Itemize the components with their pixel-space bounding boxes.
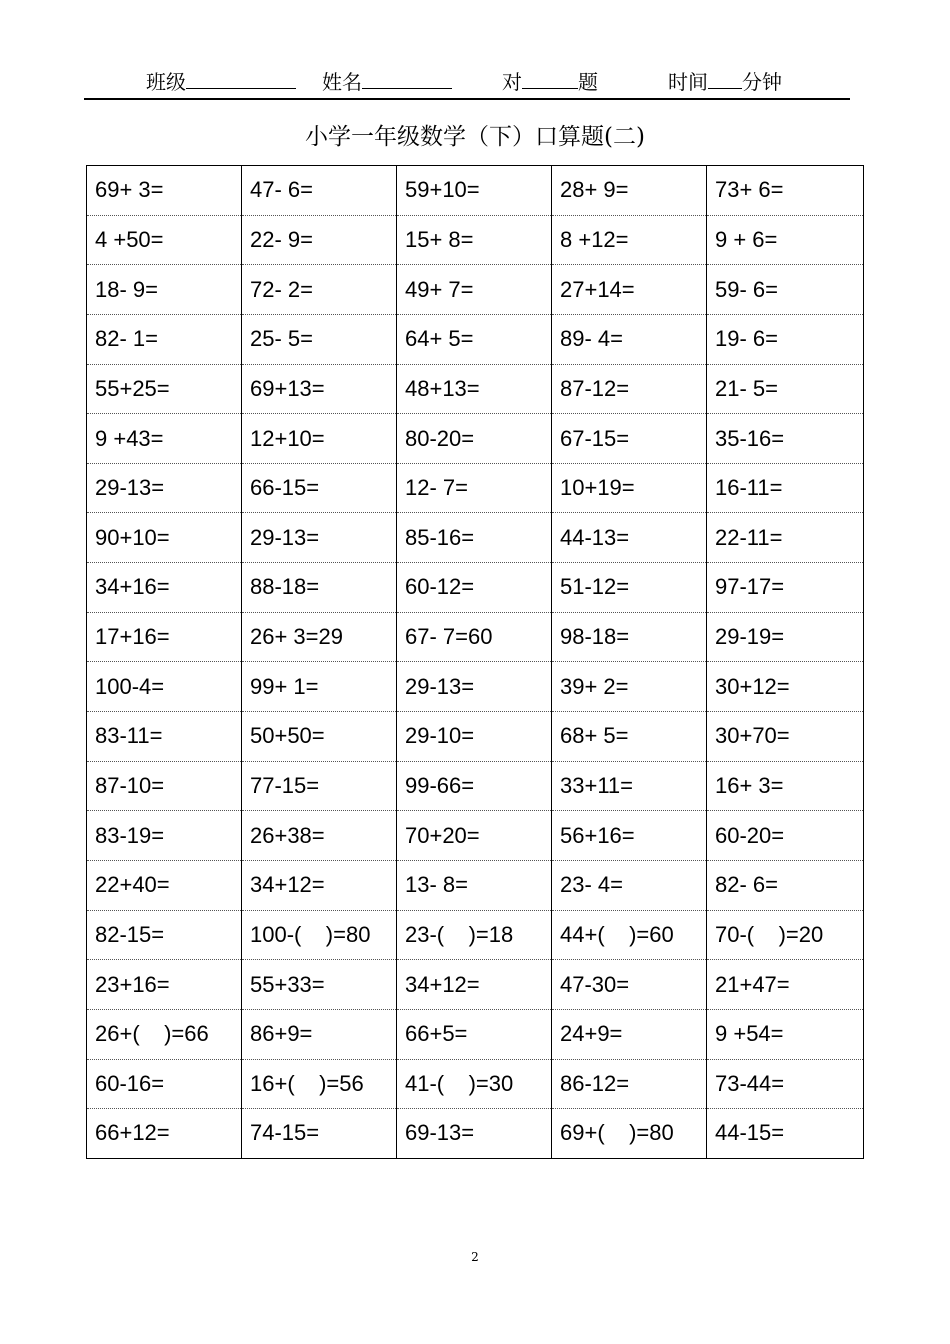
problem-cell[interactable]: 26+38= (242, 811, 397, 861)
problem-cell[interactable]: 67-15= (552, 414, 707, 464)
problem-cell[interactable]: 73+ 6= (707, 166, 864, 216)
problem-cell[interactable]: 69+( )=80 (552, 1109, 707, 1159)
problem-cell[interactable]: 27+14= (552, 265, 707, 315)
class-label: 班级 (146, 70, 186, 94)
problem-cell[interactable]: 13- 8= (397, 860, 552, 910)
time-label: 时间 (668, 70, 708, 94)
problem-row (87, 761, 864, 811)
problem-row (87, 612, 864, 662)
problem-cell[interactable]: 34+16= (87, 563, 242, 613)
problem-grid-body (87, 166, 864, 1159)
problem-row (87, 166, 864, 216)
problem-cell[interactable]: 48+13= (397, 364, 552, 414)
correct-label: 对 (502, 70, 522, 94)
problem-cell[interactable]: 99-66= (397, 761, 552, 811)
problem-cell[interactable]: 69+ 3= (87, 166, 242, 216)
problem-row (87, 364, 864, 414)
problem-row (87, 811, 864, 861)
correct-count-blank[interactable] (522, 68, 578, 89)
problem-cell[interactable]: 21- 5= (707, 364, 864, 414)
problem-cell[interactable]: 12+10= (242, 414, 397, 464)
time-field (668, 68, 782, 94)
problem-row (87, 1009, 864, 1059)
problem-cell[interactable]: 69+13= (242, 364, 397, 414)
problem-row (87, 314, 864, 364)
problem-cell[interactable]: 55+25= (87, 364, 242, 414)
problem-row (87, 513, 864, 563)
problem-cell[interactable]: 97-17= (707, 563, 864, 613)
time-blank[interactable] (708, 68, 742, 89)
problem-cell[interactable]: 26+ 3=29 (242, 612, 397, 662)
problem-cell[interactable]: 26+( )=66 (87, 1009, 242, 1059)
problem-cell[interactable]: 9 +43= (87, 414, 242, 464)
problem-cell[interactable]: 22- 9= (242, 215, 397, 265)
problem-cell[interactable]: 73-44= (707, 1059, 864, 1109)
problem-cell[interactable]: 29-13= (87, 463, 242, 513)
problem-cell[interactable]: 22+40= (87, 860, 242, 910)
problem-cell[interactable]: 34+12= (242, 860, 397, 910)
problem-cell[interactable]: 9 +54= (707, 1009, 864, 1059)
problem-cell[interactable]: 68+ 5= (552, 712, 707, 762)
problem-row (87, 1109, 864, 1159)
problem-cell[interactable]: 100-( )=80 (242, 910, 397, 960)
problem-cell[interactable]: 39+ 2= (552, 662, 707, 712)
problem-cell[interactable]: 35-16= (707, 414, 864, 464)
problem-cell[interactable]: 33+11= (552, 761, 707, 811)
problem-cell[interactable]: 44-15= (707, 1109, 864, 1159)
problem-cell[interactable]: 72- 2= (242, 265, 397, 315)
problem-cell[interactable]: 66-15= (242, 463, 397, 513)
problem-cell[interactable]: 47- 6= (242, 166, 397, 216)
problem-row (87, 960, 864, 1010)
problem-cell[interactable]: 16+ 3= (707, 761, 864, 811)
minute-label: 分钟 (742, 70, 782, 94)
problem-row (87, 463, 864, 513)
problem-cell[interactable]: 16-11= (707, 463, 864, 513)
problem-cell[interactable]: 29-19= (707, 612, 864, 662)
problem-row (87, 910, 864, 960)
problem-cell[interactable]: 50+50= (242, 712, 397, 762)
problem-cell[interactable]: 100-4= (87, 662, 242, 712)
problem-cell[interactable]: 18- 9= (87, 265, 242, 315)
problem-cell[interactable]: 29-13= (242, 513, 397, 563)
correct-count-field (502, 68, 598, 94)
problem-cell[interactable]: 86+9= (242, 1009, 397, 1059)
problem-cell[interactable]: 59- 6= (707, 265, 864, 315)
problem-cell[interactable]: 66+5= (397, 1009, 552, 1059)
problem-cell[interactable]: 51-12= (552, 563, 707, 613)
problem-cell[interactable]: 41-( )=30 (397, 1059, 552, 1109)
name-label: 姓名 (322, 70, 362, 94)
problem-cell[interactable]: 82- 1= (87, 314, 242, 364)
problem-cell[interactable]: 29-10= (397, 712, 552, 762)
problem-row (87, 1059, 864, 1109)
problem-row (87, 414, 864, 464)
problem-cell[interactable]: 19- 6= (707, 314, 864, 364)
problem-row (87, 563, 864, 613)
problem-cell[interactable]: 89- 4= (552, 314, 707, 364)
problem-cell[interactable]: 83-11= (87, 712, 242, 762)
problem-cell[interactable]: 80-20= (397, 414, 552, 464)
problem-cell[interactable]: 23-( )=18 (397, 910, 552, 960)
problem-cell[interactable]: 15+ 8= (397, 215, 552, 265)
problem-cell[interactable]: 4 +50= (87, 215, 242, 265)
class-blank[interactable] (186, 68, 296, 89)
problem-cell[interactable]: 90+10= (87, 513, 242, 563)
problem-cell[interactable]: 77-15= (242, 761, 397, 811)
problem-cell[interactable]: 23- 4= (552, 860, 707, 910)
problem-cell[interactable]: 47-30= (552, 960, 707, 1010)
problem-cell[interactable]: 60-12= (397, 563, 552, 613)
problem-cell[interactable]: 60-16= (87, 1059, 242, 1109)
problem-cell[interactable]: 83-19= (87, 811, 242, 861)
problem-cell[interactable]: 22-11= (707, 513, 864, 563)
header-info-bar (84, 64, 850, 100)
question-label: 题 (578, 70, 598, 94)
worksheet-title: 小学一年级数学（下）口算题(二) (305, 124, 645, 150)
problem-cell[interactable]: 10+19= (552, 463, 707, 513)
page-number: 2 (471, 1250, 479, 1264)
problem-cell[interactable]: 30+12= (707, 662, 864, 712)
problem-cell[interactable]: 99+ 1= (242, 662, 397, 712)
problem-row (87, 215, 864, 265)
problem-cell[interactable]: 66+12= (87, 1109, 242, 1159)
problem-cell[interactable]: 56+16= (552, 811, 707, 861)
problem-cell[interactable]: 87-12= (552, 364, 707, 414)
problem-cell[interactable]: 34+12= (397, 960, 552, 1010)
problem-cell[interactable]: 60-20= (707, 811, 864, 861)
problem-cell[interactable]: 30+70= (707, 712, 864, 762)
problem-cell[interactable]: 67- 7=60 (397, 612, 552, 662)
problem-cell[interactable]: 9 + 6= (707, 215, 864, 265)
problem-cell[interactable]: 28+ 9= (552, 166, 707, 216)
problem-cell[interactable]: 64+ 5= (397, 314, 552, 364)
problem-cell[interactable]: 88-18= (242, 563, 397, 613)
problem-cell[interactable]: 23+16= (87, 960, 242, 1010)
problem-cell[interactable]: 85-16= (397, 513, 552, 563)
problem-cell[interactable]: 70-( )=20 (707, 910, 864, 960)
problem-cell[interactable]: 12- 7= (397, 463, 552, 513)
problem-cell[interactable]: 25- 5= (242, 314, 397, 364)
problem-cell[interactable]: 74-15= (242, 1109, 397, 1159)
name-blank[interactable] (362, 68, 452, 89)
problem-cell[interactable]: 49+ 7= (397, 265, 552, 315)
name-field (322, 68, 452, 94)
problem-cell[interactable]: 44-13= (552, 513, 707, 563)
problem-cell[interactable]: 21+47= (707, 960, 864, 1010)
problem-cell[interactable]: 59+10= (397, 166, 552, 216)
problem-cell[interactable]: 70+20= (397, 811, 552, 861)
problem-row (87, 662, 864, 712)
class-field (146, 68, 296, 94)
problem-cell[interactable]: 29-13= (397, 662, 552, 712)
problem-cell[interactable]: 86-12= (552, 1059, 707, 1109)
problem-cell[interactable]: 69-13= (397, 1109, 552, 1159)
problem-row (87, 860, 864, 910)
problem-row (87, 712, 864, 762)
problem-row (87, 265, 864, 315)
problem-cell[interactable]: 17+16= (87, 612, 242, 662)
problem-cell[interactable]: 24+9= (552, 1009, 707, 1059)
problem-cell[interactable]: 82-15= (87, 910, 242, 960)
problem-cell[interactable]: 16+( )=56 (242, 1059, 397, 1109)
problem-cell[interactable]: 82- 6= (707, 860, 864, 910)
problem-cell[interactable]: 8 +12= (552, 215, 707, 265)
problem-cell[interactable]: 44+( )=60 (552, 910, 707, 960)
arithmetic-problem-grid (86, 165, 864, 1159)
problem-cell[interactable]: 87-10= (87, 761, 242, 811)
problem-cell[interactable]: 55+33= (242, 960, 397, 1010)
problem-cell[interactable]: 98-18= (552, 612, 707, 662)
